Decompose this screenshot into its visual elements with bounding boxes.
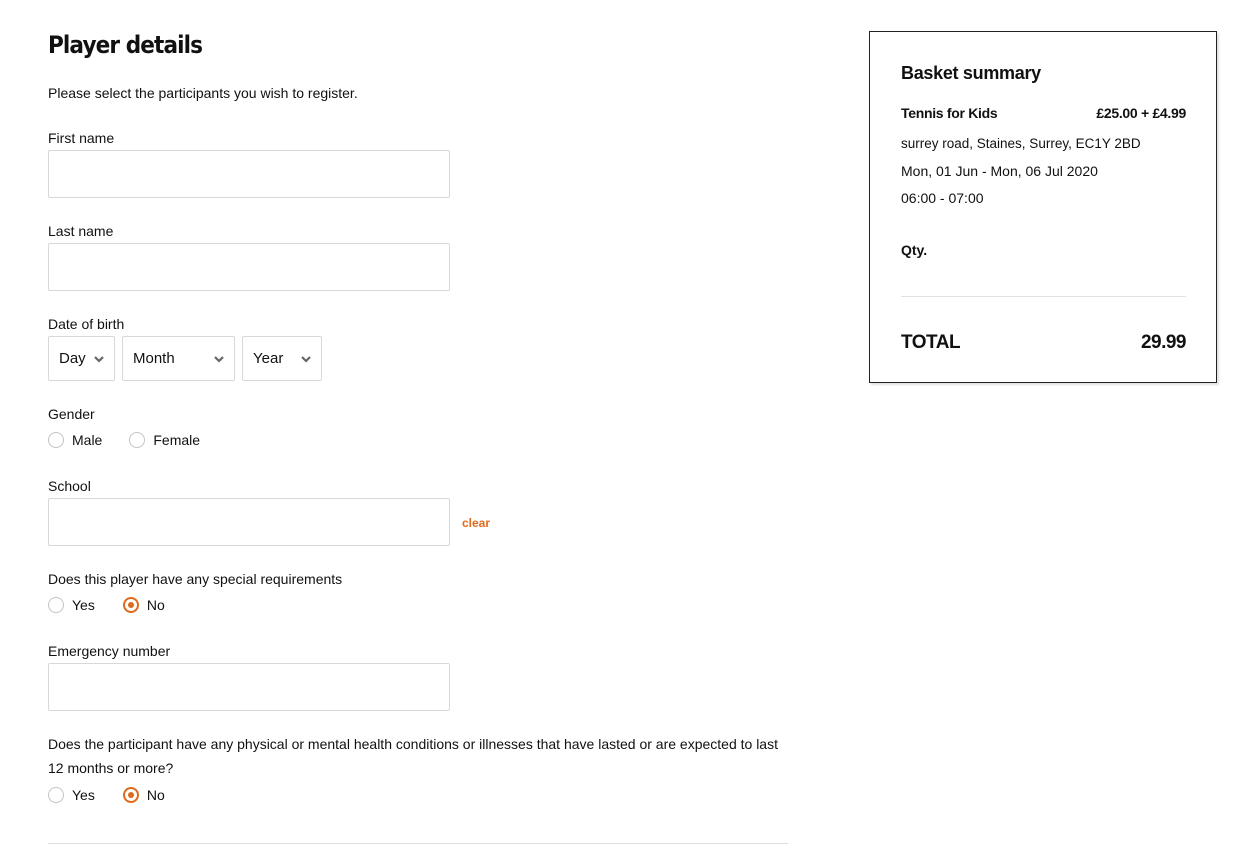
dob-month-select[interactable]: [122, 336, 235, 381]
radio-option-label: No: [146, 787, 165, 803]
special-requirements-option-yes[interactable]: [48, 597, 95, 613]
form-divider: [48, 843, 788, 844]
basket-item-name: Tennis for Kids: [901, 105, 998, 121]
school-label: School: [48, 478, 91, 494]
gender-option-label: Male: [72, 432, 103, 448]
chevron-down-icon: [94, 354, 104, 364]
radio-yes[interactable]: [48, 597, 64, 613]
basket-item-price: £25.00 + £4.99: [1096, 105, 1186, 121]
dob-day-value: Day: [59, 350, 86, 367]
health-conditions-question: Does the participant have any physical or mental health conditions or illnesses that have lasted or are expected to last 12 months or more?: [48, 736, 778, 776]
radio-option-label: No: [146, 597, 165, 613]
basket-summary-panel: [869, 31, 1217, 383]
chevron-down-icon: [301, 354, 311, 364]
special-requirements-option-no[interactable]: [123, 597, 165, 613]
page-title: Player details: [48, 31, 203, 59]
last-name-label: Last name: [48, 223, 114, 239]
radio-yes[interactable]: [48, 787, 64, 803]
emergency-number-label: Emergency number: [48, 643, 171, 659]
first-name-label: First name: [48, 130, 115, 146]
dob-year-select[interactable]: [242, 336, 322, 381]
radio-no-checked[interactable]: [123, 787, 139, 803]
basket-item-address: surrey road, Staines, Surrey, EC1Y 2BD: [901, 136, 1141, 151]
intro-text: Please select the participants you wish to register.: [48, 85, 358, 101]
radio-female[interactable]: [129, 432, 145, 448]
school-input[interactable]: [48, 498, 450, 546]
special-requirements-radio-group: [48, 597, 165, 613]
basket-title: Basket summary: [901, 63, 1041, 83]
dob-day-select[interactable]: [48, 336, 115, 381]
radio-option-label: Yes: [72, 597, 95, 613]
health-conditions-radio-group: [48, 787, 165, 803]
special-requirements-question: Does this player have any special requirements: [48, 571, 343, 587]
gender-radio-group: [48, 432, 200, 448]
dob-year-value: Year: [253, 350, 284, 367]
dob-month-value: Month: [133, 350, 175, 367]
chevron-down-icon: [214, 354, 224, 364]
radio-option-label: Yes: [72, 787, 95, 803]
first-name-input[interactable]: [48, 150, 450, 198]
radio-male[interactable]: [48, 432, 64, 448]
radio-no-checked[interactable]: [123, 597, 139, 613]
gender-option-female[interactable]: [129, 432, 200, 448]
health-option-yes[interactable]: [48, 787, 95, 803]
basket-item-dates: Mon, 01 Jun - Mon, 06 Jul 2020: [901, 163, 1098, 179]
basket-total-value: 29.99: [1140, 332, 1186, 353]
health-option-no[interactable]: [123, 787, 165, 803]
last-name-input[interactable]: [48, 243, 450, 291]
gender-option-label: Female: [153, 432, 201, 448]
emergency-number-input[interactable]: [48, 663, 450, 711]
gender-option-male[interactable]: [48, 432, 102, 448]
dob-label: Date of birth: [48, 316, 125, 332]
gender-label: Gender: [48, 406, 95, 422]
basket-item-time: 06:00 - 07:00: [901, 190, 984, 206]
basket-total-label: TOTAL: [901, 332, 961, 353]
basket-qty-label: Qty.: [901, 242, 928, 258]
basket-divider: [901, 296, 1186, 297]
school-clear-link[interactable]: clear: [462, 516, 491, 530]
